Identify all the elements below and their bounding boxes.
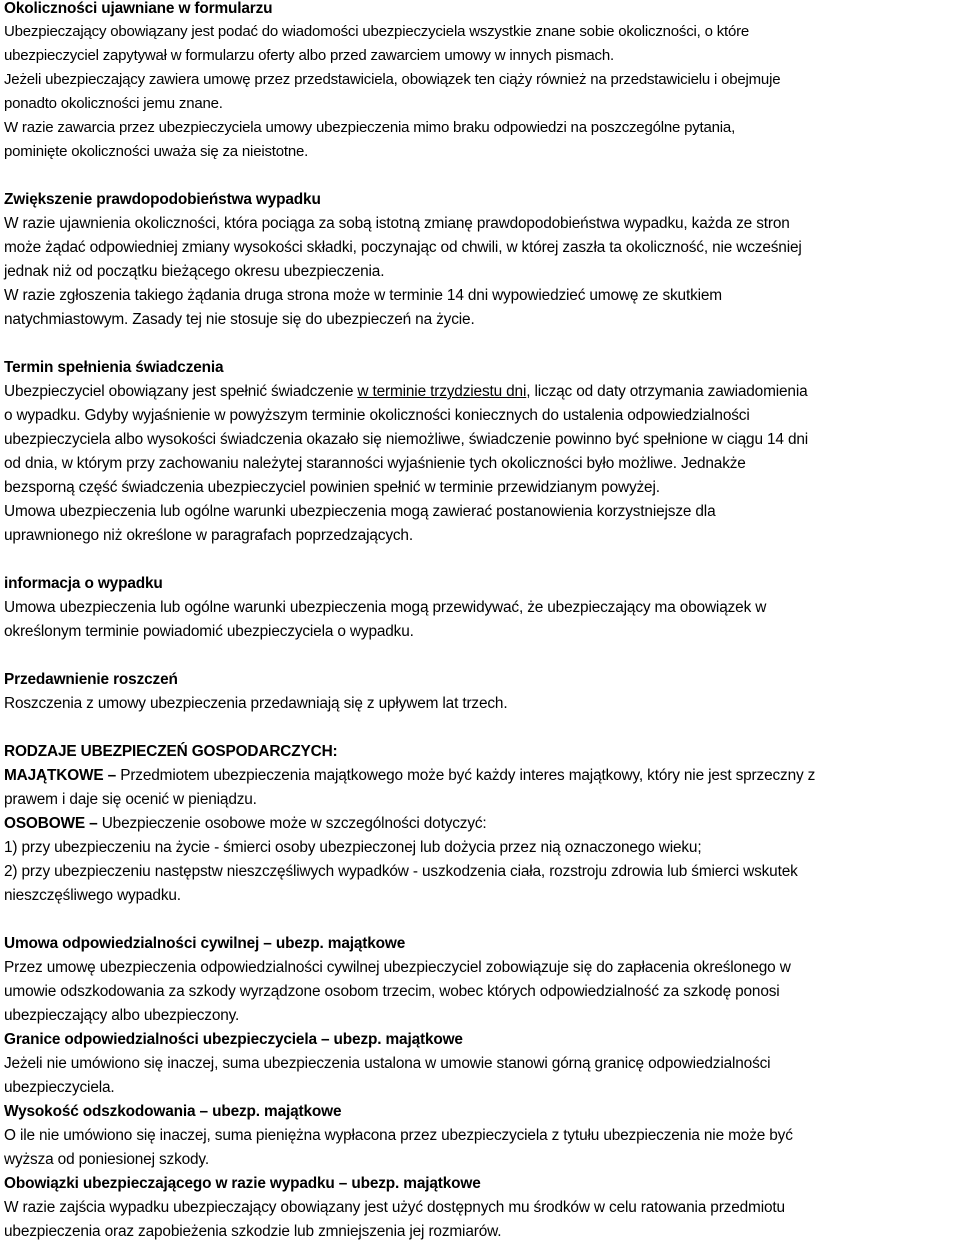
paragraph-line: ubezpieczyciela.	[4, 1079, 115, 1096]
list-item: 2) przy ubezpieczeniu następstw nieszczęśliwych wypadków - uszkodzenia ciała, rozstroju zdrowia lub śmierci wskutek	[4, 863, 798, 880]
paragraph-line	[4, 380, 958, 404]
section-heading-granice: Granice odpowiedzialności ubezpieczyciela – ubezp. majątkowe	[4, 1031, 463, 1048]
section-heading-termin: Termin spełnienia świadczenia	[4, 359, 224, 376]
paragraph-line: Przez umowę ubezpieczenia odpowiedzialności cywilnej ubezpieczyciel zobowiązuje się do zapłacenia określonego w	[4, 959, 791, 976]
paragraph-line: pominięte okoliczności uważa się za nieistotne.	[4, 143, 309, 160]
paragraph-line: od dnia, w którym przy zachowaniu należytej staranności wyjaśnienie tych okoliczności było możliwe. Jednakże	[4, 455, 746, 472]
text-span: , licząc od daty otrzymania zawiadomienia	[526, 383, 808, 400]
text-span: Ubezpieczyciel obowiązany jest spełnić świadczenie	[4, 383, 358, 400]
text-span: Przedmiotem ubezpieczenia majątkowego może być każdy interes majątkowy, który nie jest sprzeczny z	[116, 767, 816, 784]
paragraph-line: ubezpieczający albo ubezpieczony.	[4, 1007, 240, 1024]
paragraph-line: umowie odszkodowania za szkody wyrządzone osobom trzecim, wobec których odpowiedzialność za szkodę ponosi	[4, 983, 780, 1000]
paragraph-line: nieszczęśliwego wypadku.	[4, 887, 181, 904]
paragraph-line: określonym terminie powiadomić ubezpieczyciela o wypadku.	[4, 623, 414, 640]
paragraph-line: ubezpieczenia oraz zapobieżenia szkodzie lub zmniejszenia jej rozmiarów.	[4, 1223, 502, 1240]
paragraph-line: jednak niż od początku bieżącego okresu ubezpieczenia.	[4, 263, 385, 280]
paragraph-line: bezsporną część świadczenia ubezpieczyciel powinien spełnić w terminie przewidzianym powyżej.	[4, 479, 660, 496]
paragraph-line: Roszczenia z umowy ubezpieczenia przedawniają się z upływem lat trzech.	[4, 695, 508, 712]
paragraph-line: uprawnionego niż określone w paragrafach poprzedzających.	[4, 527, 413, 544]
section-heading-przedawnienie: Przedawnienie roszczeń	[4, 671, 178, 688]
term-label-osobowe: OSOBOWE –	[4, 815, 98, 832]
section-heading-wysokosc: Wysokość odszkodowania – ubezp. majątkowe	[4, 1103, 342, 1120]
paragraph-line: W razie zawarcia przez ubezpieczyciela umowy ubezpieczenia mimo braku odpowiedzi na poszczególne pytania,	[4, 119, 736, 136]
paragraph-line: Jeżeli ubezpieczający zawiera umowę przez przedstawiciela, obowiązek ten ciąży również na przedstawicielu i obejmuje	[4, 71, 781, 88]
paragraph-line: ubezpieczyciel zapytywał w formularzu oferty albo przed zawarciem umowy w innych pismach.	[4, 47, 614, 64]
paragraph-line: prawem i daje się ocenić w pieniądzu.	[4, 791, 257, 808]
list-item: 1) przy ubezpieczeniu na życie - śmierci osoby ubezpieczonej lub dożycia przez nią oznaczonego wieku;	[4, 839, 702, 856]
section-heading-okolicznosci: Okoliczności ujawniane w formularzu	[4, 0, 273, 17]
underlined-term: w terminie trzydziestu dni	[357, 383, 527, 400]
paragraph-line	[4, 812, 958, 836]
paragraph-line: Jeżeli nie umówiono się inaczej, suma ubezpieczenia ustalona w umowie stanowi górną granicę odpowiedzialności	[4, 1055, 771, 1072]
paragraph-line	[4, 764, 958, 788]
text-span: Ubezpieczenie osobowe może w szczególności dotyczyć:	[97, 815, 487, 832]
term-label-majatkowe: MAJĄTKOWE –	[4, 767, 117, 784]
paragraph-line: W razie zajścia wypadku ubezpieczający obowiązany jest użyć dostępnych mu środków w celu ratowania przedmiotu	[4, 1199, 785, 1216]
paragraph-line: Umowa ubezpieczenia lub ogólne warunki ubezpieczenia mogą przewidywać, że ubezpieczający ma obowiązek w	[4, 599, 767, 616]
section-heading-rodzaje: RODZAJE UBEZPIECZEŃ GOSPODARCZYCH:	[4, 743, 338, 760]
paragraph-line: natychmiastowym. Zasady tej nie stosuje się do ubezpieczeń na życie.	[4, 311, 475, 328]
paragraph-line: ponadto okoliczności jemu znane.	[4, 95, 223, 112]
paragraph-line: wyższa od poniesionej szkody.	[4, 1151, 209, 1168]
paragraph-line: Ubezpieczający obowiązany jest podać do wiadomości ubezpieczyciela wszystkie znane sobie okoliczności, o które	[4, 23, 750, 40]
section-heading-umowa-oc: Umowa odpowiedzialności cywilnej – ubezp. majątkowe	[4, 935, 406, 952]
paragraph-line: Umowa ubezpieczenia lub ogólne warunki ubezpieczenia mogą zawierać postanowienia korzystniejsze dla	[4, 503, 716, 520]
paragraph-line: W razie ujawnienia okoliczności, która pociąga za sobą istotną zmianę prawdopodobieństwa wypadku, każda ze stron	[4, 215, 790, 232]
section-heading-zwiekszenie: Zwiększenie prawdopodobieństwa wypadku	[4, 191, 321, 208]
paragraph-line: W razie zgłoszenia takiego żądania druga strona może w terminie 14 dni wypowiedzieć umowę ze skutkiem	[4, 287, 722, 304]
paragraph-line: o wypadku. Gdyby wyjaśnienie w powyższym terminie okoliczności koniecznych do ustalenia odpowiedzialności	[4, 407, 750, 424]
section-heading-obowiazki: Obowiązki ubezpieczającego w razie wypadku – ubezp. majątkowe	[4, 1175, 481, 1192]
paragraph-line: O ile nie umówiono się inaczej, suma pieniężna wypłacona przez ubezpieczyciela z tytułu ubezpieczenia nie może być	[4, 1127, 793, 1144]
paragraph-line: może żądać odpowiedniej zmiany wysokości składki, poczynając od chwili, w której zaszła ta okoliczność, nie wcześniej	[4, 239, 802, 256]
paragraph-line: ubezpieczyciela albo wysokości świadczenia okazało się niemożliwe, świadczenie powinno być spełnione w ciągu 14 dni	[4, 431, 809, 448]
section-heading-informacja: informacja o wypadku	[4, 575, 163, 592]
